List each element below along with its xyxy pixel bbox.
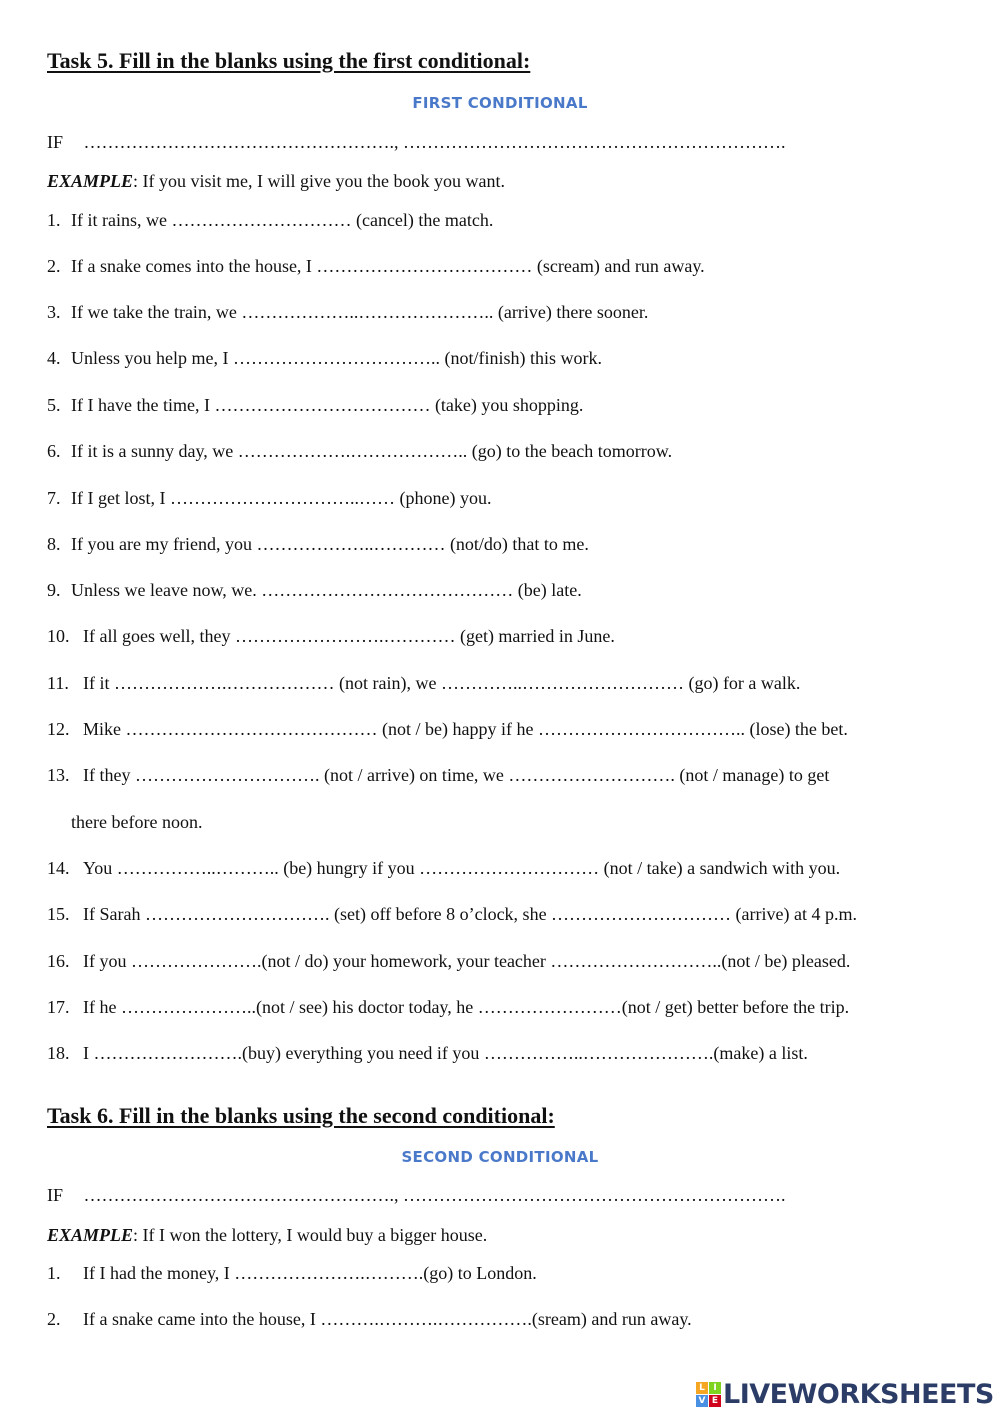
task6-example	[47, 1225, 487, 1246]
task5-item-18[interactable]: 18. I …………………….(buy) everything you need if you ……………..………………….(make) a list.	[47, 1043, 808, 1063]
formula-blanks: ……………………………………………., ……………………………………………………….	[83, 132, 786, 152]
liveworksheets-brand: LIVEWORKSHEETS	[723, 1378, 994, 1410]
task6-title: Task 6. Fill in the blanks using the second conditional:	[47, 1103, 555, 1128]
task5-example	[47, 171, 505, 192]
task5-item-6[interactable]: 6. If it is a sunny day, we ……………….……………….. (go) to the beach tomorrow.	[47, 441, 673, 461]
task5-item-7[interactable]: 7. If I get lost, I …………………………..…… (phone) you.	[47, 488, 492, 508]
liveworksheets-mark-icon: L I V E	[696, 1382, 721, 1407]
formula-if: IF	[47, 132, 64, 152]
task5-item-3[interactable]: 3. If we take the train, we ………………..………………….. (arrive) there sooner.	[47, 302, 649, 322]
example-label: EXAMPLE	[47, 1225, 134, 1245]
task5-formula	[47, 132, 786, 153]
liveworksheets-logo	[696, 1378, 994, 1410]
task6-item-2[interactable]: 2. If a snake came into the house, I ……….……….…………….(sream) and run away.	[47, 1309, 692, 1329]
formula-blanks: ……………………………………………., ……………………………………………………….	[83, 1185, 786, 1205]
task5-item-10[interactable]: 10. If all goes well, they …………………….………… (get) married in June.	[47, 626, 615, 646]
task5-item-9[interactable]: 9. Unless we leave now, we. …………………………………… (be) late.	[47, 580, 582, 600]
example-text: : If you visit me, I will give you the book you want.	[133, 171, 505, 191]
task5-item-1[interactable]: 1. If it rains, we ………………………… (cancel) the match.	[47, 210, 494, 230]
task5-item-15[interactable]: 15. If Sarah …………………………. (set) off before 8 o’clock, she ………………………… (arrive) at 4 p.m.	[47, 904, 857, 924]
task5-item-2[interactable]: 2. If a snake comes into the house, I ……………………………… (scream) and run away.	[47, 256, 705, 276]
task5-item-8[interactable]: 8. If you are my friend, you ………………..………… (not/do) that to me.	[47, 534, 589, 554]
task5-item-14[interactable]: 14. You ……………..……….. (be) hungry if you ………………………… (not / take) a sandwich with you.	[47, 858, 841, 878]
task5-item-11[interactable]: 11. If it ……………….……………… (not rain), we …………..……………………… (go) for a walk.	[47, 673, 801, 693]
formula-if: IF	[47, 1185, 64, 1205]
task5-item-17[interactable]: 17. If he …………………..(not / see) his doctor today, he ……………………(not / get) better before the trip.	[47, 997, 850, 1017]
task5-item-4[interactable]: 4. Unless you help me, I …………………………….. (not/finish) this work.	[47, 348, 602, 368]
first-conditional-heading: FIRST CONDITIONAL	[412, 94, 588, 112]
task5-item-13[interactable]: 13. If they …………………………. (not / arrive) on time, we ………………………. (not / manage) to get	[47, 765, 830, 785]
task5-item-13-continuation: there before noon.	[71, 812, 203, 832]
second-conditional-heading: SECOND CONDITIONAL	[401, 1148, 599, 1166]
task5-item-16[interactable]: 16. If you ………………….(not / do) your homework, your teacher ………………………..(not / be) pleased.	[47, 951, 851, 971]
task6-item-1[interactable]: 1. If I had the money, I ………………….……….(go) to London.	[47, 1263, 537, 1283]
example-label: EXAMPLE	[47, 171, 134, 191]
example-text: : If I won the lottery, I would buy a bigger house.	[133, 1225, 488, 1245]
task6-formula	[47, 1185, 786, 1206]
task5-item-12[interactable]: 12. Mike …………………………………… (not / be) happy if he …………………………….. (lose) the bet.	[47, 719, 848, 739]
task5-title: Task 5. Fill in the blanks using the first conditional:	[47, 48, 531, 73]
task5-item-5[interactable]: 5. If I have the time, I ……………………………… (take) you shopping.	[47, 395, 584, 415]
